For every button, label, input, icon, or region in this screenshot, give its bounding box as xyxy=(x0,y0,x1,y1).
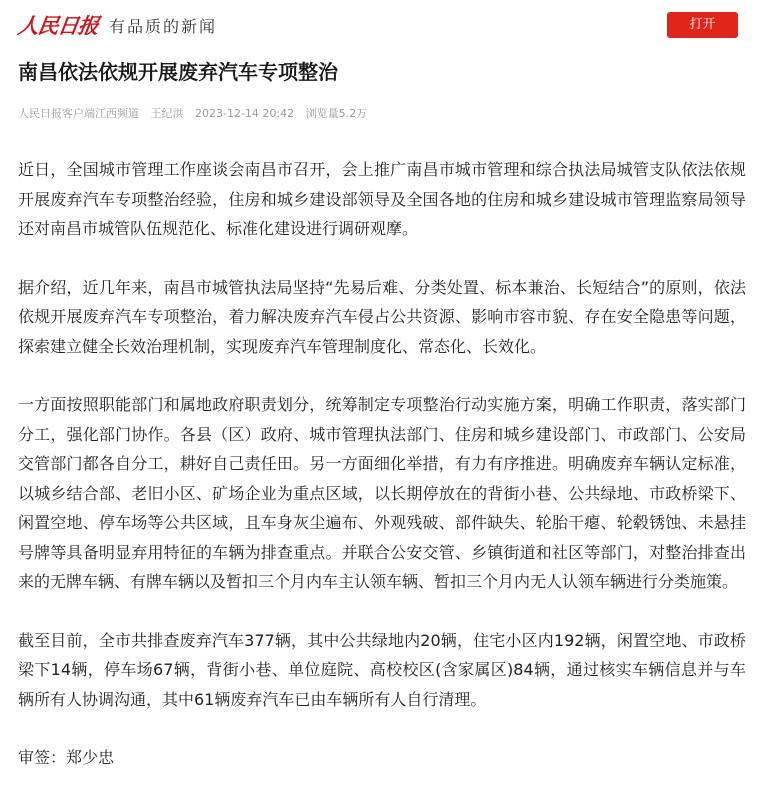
article-source: 人民日报客户端江西频道 xyxy=(18,107,139,120)
article-datetime: 2023-12-14 20:42 xyxy=(195,107,295,120)
article-meta xyxy=(18,105,375,121)
article-body xyxy=(18,155,746,773)
people-daily-logo[interactable]: 人民日报 xyxy=(16,13,100,38)
paragraph: 一方面按照职能部门和属地政府职责划分，统筹制定专项整治行动实施方案，明确工作职责，落实部门分工，强化部门协作。各县（区）政府、城市管理执法部门、住房和城乡建设部门、市政部门、公安局交管部门都各自分工，耕好自己责任田。另一方面细化举措，有力有序推进。明确废弃车辆认定标准，以城乡结合部、老旧小区、矿场企业为重点区域，以长期停放在的背街小巷、公共绿地、市政桥梁下、闲置空地、停车场等公共区域，且车身灰尘遍布、外观残破、部件缺失、轮胎干瘪、轮毂锈蚀、未悬挂号牌等具备明显弃用特征的车辆为排查重点。并联合公安交管、乡镇街道和社区等部门，对整治排查出来的无牌车辆、有牌车辆以及暂扣三个月内车主认领车辆、暂扣三个月内无人认领车辆进行分类施策。 xyxy=(18,395,746,591)
paragraph: 截至目前，全市共排查废弃汽车377辆，其中公共绿地内20辆，住宅小区内192辆，闲置空地、市政桥梁下14辆，停车场67辆，背街小巷、单位庭院、高校校区(含家属区)84辆，通过核实车辆信息并与车辆所有人协调沟通，其中61辆废弃汽车已由车辆所有人自行清理。 xyxy=(18,630,746,709)
article-author: 王纪洪 xyxy=(150,107,184,120)
top-bar xyxy=(0,0,763,50)
open-app-button[interactable]: 打开 xyxy=(667,12,738,38)
paragraph: 近日，全国城市管理工作座谈会南昌市召开，会上推广南昌市城市管理和综合执法局城管支队依法依规开展废弃汽车专项整治经验，住房和城乡建设部领导及全国各地的住房和城乡建设城市管理监察局领导还对南昌市城管队伍规范化、标准化建设进行调研观摩。 xyxy=(18,160,746,238)
article-title: 南昌依法依规开展废弃汽车专项整治 xyxy=(18,60,338,84)
article-views: 浏览量5.2万 xyxy=(305,107,368,120)
slogan: 有品质的新闻 xyxy=(109,17,218,36)
paragraph: 据介绍，近几年来，南昌市城管执法局坚持“先易后难、分类处置、标本兼治、长短结合”的原则，依法依规开展废弃汽车专项整治，着力解决废弃汽车侵占公共资源、影响市容市貌、存在安全隐患等问题，探索建立健全长效治理机制，实现废弃汽车管理制度化、常态化、长效化。 xyxy=(18,277,746,356)
editor-signoff: 审签：郑少忠 xyxy=(18,748,115,767)
